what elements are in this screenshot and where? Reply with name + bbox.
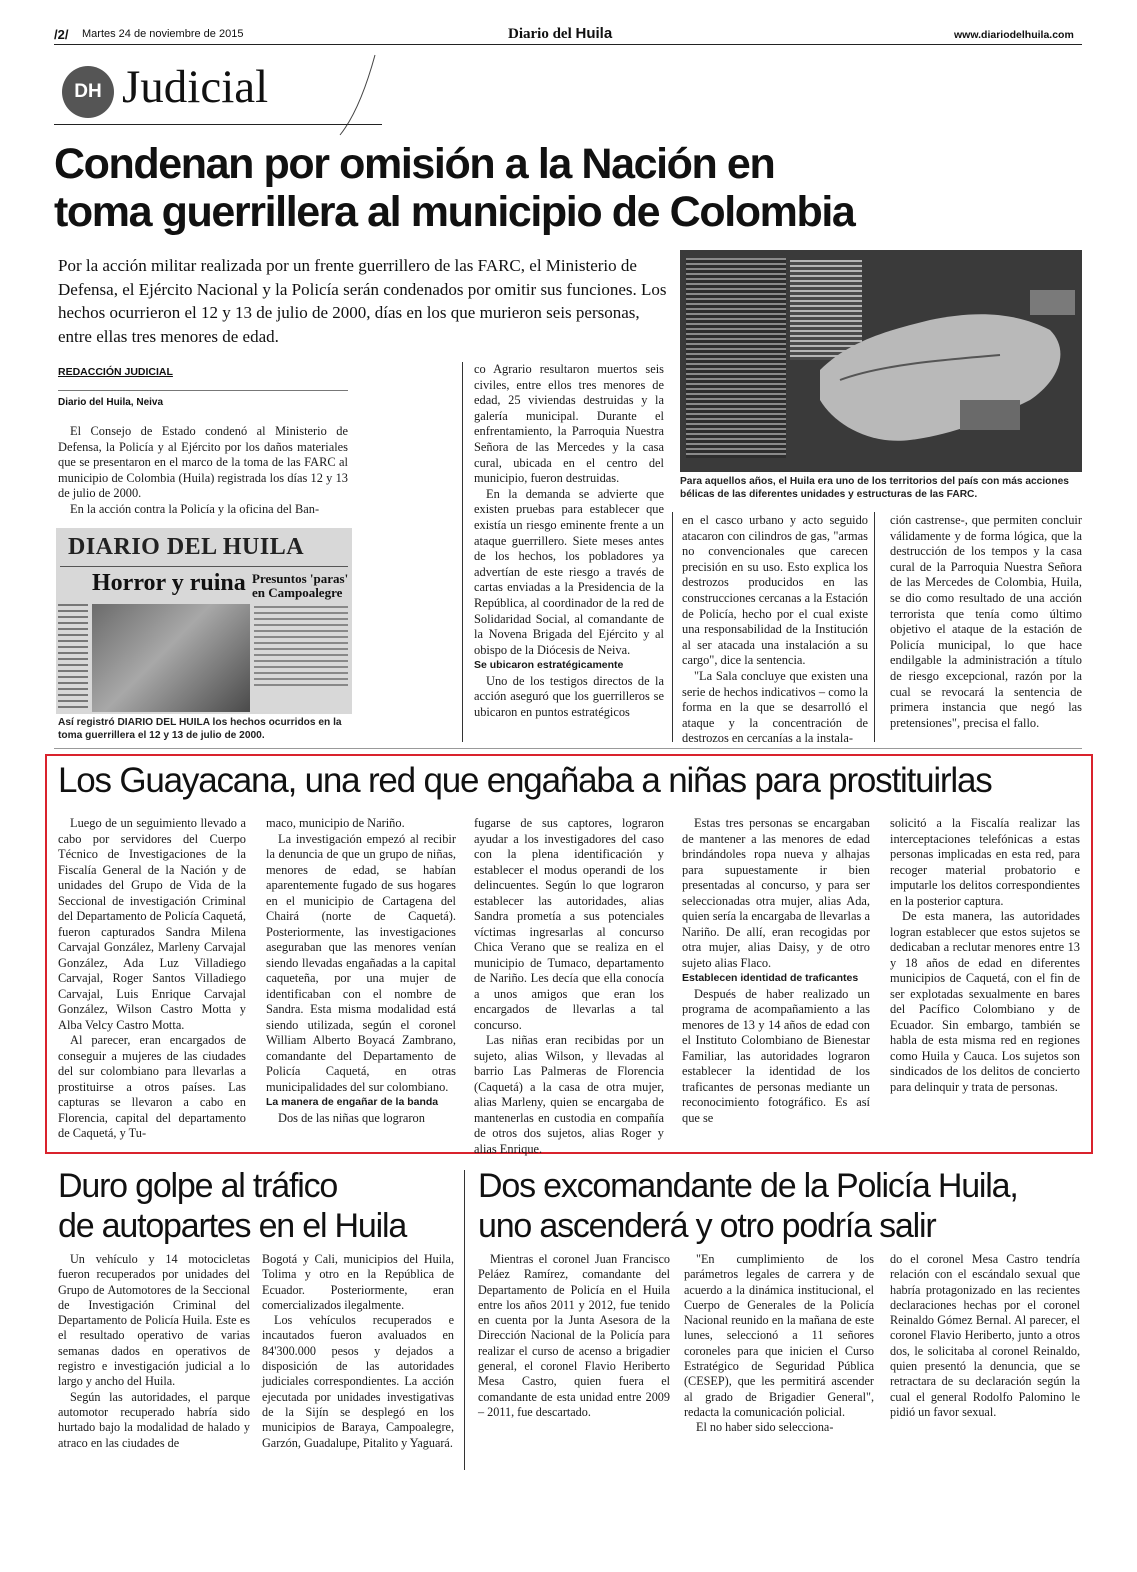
paragraph: do el coronel Mesa Castro tendría relación con el escándalo sexual que habría protagonizado en las recientes declaraciones hechas por el coronel Reinaldo Gómez Bernal. Al parecer, el coronel Flavio Heriberto, junto a otros dos, le solicitaba al coronel Reinaldo, quien presentó la denuncia, que se retractara de su declaración según la cual el general Rodolfo Palomino le pidió un favor sexual. [890, 1252, 1080, 1419]
paragraph: Las niñas eran recibidas por un sujeto, alias Wilson, y llevadas al barrio Las Palmeras de Florencia (Caquetá) a la casa de otra mujer, alias Marleny, quien se encargaba de mantenerlas en custodia en compañía de otros dos sujetos, alias Roger y alias Enrique. [474, 1033, 664, 1156]
clipping-sidebar-text [58, 604, 88, 712]
subheading: Establecen identidad de traficantes [682, 972, 859, 984]
clipping-photo [56, 528, 352, 714]
dh-logo: DH [62, 66, 114, 118]
article1-col2 [474, 362, 664, 721]
headline-line: Condenan por omisión a la Nación en [54, 140, 775, 188]
article1-headline [54, 140, 854, 236]
paragraph: Un vehículo y 14 motocicletas fueron recuperados por unidades del Grupo de Automotores de la Seccional de Investigación Criminal del Departamento de Policía Huila. Este es el resultado operativo de varias semanas dados en operativos de registro e investigación judicial a lo largo y ancho del Huila. [58, 1252, 250, 1389]
clipping-headline: Horror y ruina [92, 570, 246, 596]
clipping-side-text [254, 606, 348, 686]
paragraph: Al parecer, eran encargados de conseguir a mujeres de las ciudades del sur colombiano para llevarlas a prostituirse a otros países. Las capturas se llevaron a cabo en Florencia, capital del departamento de Caquetá, y Tu- [58, 1033, 246, 1140]
article2-headline: Los Guayacana, una red que engañaba a niñas para prostituirlas [58, 761, 992, 800]
paragraph: maco, municipio de Nariño. [266, 816, 405, 830]
byline-rule [58, 390, 348, 391]
article2-col2 [266, 816, 456, 1126]
article4-col3 [890, 1252, 1080, 1420]
clipping-rule [60, 566, 348, 567]
article2-col4 [682, 816, 870, 1126]
paragraph: Uno de los testigos directos de la acción aseguró que los guerrilleros se ubicaron en puntos estratégicos [474, 673, 664, 720]
article2-col1 [58, 816, 246, 1142]
article3-col2 [262, 1252, 454, 1451]
article4-col1 [478, 1252, 670, 1420]
paragraph: Bogotá y Cali, municipios del Huila, Tolima y otro en la República de Ecuador. Posteriormente, eran comercializados ilegalmente. [262, 1252, 454, 1312]
map-image [680, 250, 1082, 472]
headline-line: uno ascenderá y otro podría salir [478, 1207, 936, 1245]
column-rule [464, 1170, 465, 1470]
paragraph: Los vehículos recuperados e incautados fueron avaluados en 84'300.000 pesos y dejados a disposición de las autoridades judiciales correspondientes. La acción ejecutada por unidades investigativas de la Sijín se desplegó en los municipios de Baraya, Campoalegre, Garzón, Guadalupe, Pitalito y Yaguará. [262, 1313, 454, 1450]
article3-col1 [58, 1252, 250, 1451]
article2-col3 [474, 816, 664, 1157]
article1-bottom-rule [54, 748, 1082, 749]
article4-headline [478, 1166, 1018, 1246]
subheading: Se ubicaron estratégicamente [474, 659, 624, 672]
masthead-rule [54, 44, 1082, 45]
headline-line: Duro golpe al tráfico [58, 1167, 338, 1205]
paragraph: El no haber sido selecciona- [696, 1420, 834, 1435]
section-rule [54, 124, 382, 125]
paragraph: solicitó a la Fiscalía realizar las interceptaciones telefónicas a estas personas implicadas en esta red, para recoger material probatorio e imputarle los delitos correspondientes en la posterior captura. [890, 816, 1080, 908]
clipping-caption: Así registró DIARIO DEL HUILA los hechos ocurridos en la toma guerrillera el 12 y 13 de julio de 2000. [58, 717, 342, 741]
article3-headline [58, 1166, 406, 1246]
paragraph: Según las autoridades, el parque automotor recuperado habría sido hurtado bajo la modalidad de halado y atraco en las ciudades de [58, 1389, 250, 1450]
article1-lead: Por la acción militar realizada por un frente guerrillero de las FARC, el Ministerio de Defensa, el Ejército Nacional y la Policía serán condenados por omitir sus funciones. Los hechos ocurrieron el 12 y 13 de julio de 2000, días en los que murieron seis personas, entre ellas tres menores de edad. [58, 256, 667, 346]
article2-col5 [890, 816, 1080, 1095]
paragraph: El Consejo de Estado condenó al Ministerio de Defensa, la Policía y al Ejército por los daños materiales que se presentaron en el marco de la toma de las FARC al municipio de Colombia (Huila) registrada los días 12 y 13 de julio de 2000. [58, 424, 348, 501]
article1-col4 [890, 513, 1082, 731]
clipping-side-headline: Presuntos 'paras' en Campoalegre [252, 571, 349, 600]
map-caption: Para aquellos años, el Huila era uno de los territorios del país con más acciones bélicas de las diferentes unidades y estructuras de las FARC. [680, 476, 1069, 500]
paragraph: Luego de un seguimiento llevado a cabo por servidores del Cuerpo Técnico de Investigaciones de la Fiscalía General de la Nación y de unidades del Grupo de Vida de la Seccional de investigación Criminal del Departamento de Policía Caquetá, fueron capturados Sandra Milena Carvajal González, Marleny Carvajal González, Ada Luz Villadiego Carvajal, Roger Santos Villadiego Carvajal, Luis Enrique Carvajal González, Wilson Castro Motta y Alba Velcy Castro Motta. [58, 816, 246, 1032]
paragraph: "En cumplimiento de los parámetros legales de carrera y de acuerdo a la dinámica institucional, el Cuerpo de Generales de la Policía Nacional reunido en la mañana de este lunes, seleccionó a 11 señores coroneles para que inicien el Curso Estratégico de Seguridad Pública (CESEP), que les permitirá ascender al grado de Brigadier General", redacta la comunicación policial. [684, 1252, 874, 1419]
column-rule [874, 512, 875, 742]
section-title: Judicial [122, 61, 269, 113]
byline: REDACCIÓN JUDICIAL [58, 366, 173, 378]
paragraph: en el casco urbano y acto seguido atacaron con cilindros de gas, "armas no convencionales que carecen precisión en su uso. Esto explica los destrozos producidos en las construcciones cercanas a la Estación de Policía, hecho por el cual existe una responsabilidad de la Institución al ser atacada una instalación a su cargo", dice la sentencia. [682, 513, 868, 668]
paper-name-a: Diario del [508, 26, 576, 42]
website-url: www.diariodelhuila.com [954, 29, 1074, 41]
paper-name-b: Huila [575, 25, 613, 42]
paragraph: Mientras el coronel Juan Francisco Peláez Ramírez, comandante del Departamento de Policía en el Huila entre los años 2011 y 2012, fue tenido en cuenta por la Junta Asesora de la Dirección Nacional de la Policía para realizar el curso de acenso a brigadier general, el coronel Flavio Heriberto Mesa Castro, quien fuera el comandante de esta unidad entre 2009 – 2011, fue descartado. [478, 1252, 670, 1419]
paragraph: Dos de las niñas que lograron [278, 1110, 425, 1125]
article1-col1 [58, 424, 348, 518]
article4-col2 [684, 1252, 874, 1436]
headline-line: Dos excomandante de la Policía Huila, [478, 1167, 1018, 1205]
headline-line: toma guerrillera al municipio de Colombia [54, 188, 855, 236]
clipping-photo-area [92, 604, 250, 712]
paragraph: En la demanda se advierte que existen pruebas para establecer que existía un riesgo eminente frente a un ataque guerrillero. Siete meses antes de los hechos, los pobladores ya advertían de este riesgo a través de cartas enviadas a la Presidencia de la República, al coordinador de la red de Solidaridad Social, al comandante de la Novena Brigada del Ejército y al obispo de la Diócesis de Neiva. [474, 486, 664, 657]
paragraph: La investigación empezó al recibir la denuncia de que un grupo de niñas, menores de edad, se habían aparentemente fugado de sus hogares en el municipio de Cartagena del Chairá (norte de Caquetá). Posteriormente, las investigaciones aseguraban que las menores venían siendo llevadas engañadas a la capital caqueteña, por una mujer de identificaban con el nombre de Sandra. Esta misma modalidad está siendo utilizada, según el coronel William Alberto Boyacá Zambrano, comandante del Departamento de Policía Caquetá, en otras municipalidades del sur colombiano. [266, 831, 456, 1094]
paragraph: "La Sala concluye que existen una serie de hechos indicativos – como la forma en la que se desarrolló el ataque y la concentración de destrozos en cercanías a la instala- [682, 668, 868, 746]
issue-date: Martes 24 de noviembre de 2015 [82, 28, 244, 40]
paragraph: De esta manera, las autoridades logran establecer que estos sujetos se dedicaban a reclutar menores entre 13 y 18 años de edad en diferentes municipios de Caquetá, con el fin de ser explotadas sexualmente en bares del Pacífico Colombiano y de Ecuador. Sin embargo, también se habla de esta misma red en regiones como Huila y Cauca. Los sujetos son sindicados de los delitos de concierto para delinquir y trata de personas. [890, 909, 1080, 1094]
headline-line: de autopartes en el Huila [58, 1207, 407, 1245]
paragraph: Después de haber realizado un programa de acompañamiento a las menores de 13 y 14 años de edad con el Instituto Colombiano de Bienestar Familiar, las autoridades lograron establecer la identidad de los traficantes de personas mediante un reconocimiento fotográfico. Es así que se [682, 986, 870, 1125]
column-rule [672, 512, 673, 742]
page-number: /2/ [54, 27, 69, 42]
paragraph: fugarse de sus captores, lograron ayudar a los investigadores del caso con la plena identificación y establecer el modus operandi de los delincuentes. Según lo que lograron establecer las autoridades, alias Sandra prometía a sus potenciales víctimas ingresarlas al concurso Chica Verano que se realiza en el municipio de Tumaco, departamento de Nariño. Les decía que ella conocía a unos amigos que eran los encargados de llevarlas a tal concurso. [474, 816, 664, 1032]
paragraph: En la acción contra la Policía y la oficina del Ban- [70, 501, 320, 516]
dateline: Diario del Huila, Neiva [58, 397, 164, 408]
subheading: La manera de engañar de la banda [266, 1096, 439, 1108]
paragraph: co Agrario resultaron muertos seis civiles, entre ellos tres menores de edad, 25 viviendas destruidas y la galería municipal. Durante el enfrentamiento, la Parroquia Nuestra Señora de las Mercedes y la casa cural, ubicada en el centro del municipio, fueron destruidas. [474, 362, 664, 486]
section-decoration [330, 50, 390, 140]
paragraph: ción castrense-, que permiten concluir válidamente y de forma lógica, que la destrucción de los tempos y la casa cural de la Parroquia Nuestra Señora de las Mercedes de Colombia, Huila, se dio como resultado de una acción terrorista que tenía como último objetivo el ataque de la estación de Policía municipal, lo que hace endilgable la administración a título de riesgo excepcional, razón por la cual se revocará la sentencia de primera instancia que negó las pretensiones", precisa el fallo. [890, 513, 1082, 730]
column-rule [462, 362, 463, 742]
paragraph: Estas tres personas se encargaban de mantener a las menores de edad brindándoles ropa nueva y alhajas para supuestamente ir bien presentadas al concurso, y para ser seleccionadas otra mujer, alias Ada, quien sería la encargaba de llevarlas a Nariño. De allí, eran recogidas por otra mujer, alias Daisy, y de otro sujeto alias Flaco. [682, 816, 870, 970]
map-shape [780, 250, 1082, 472]
paper-name [508, 25, 612, 43]
article1-col3 [682, 513, 868, 747]
clipping-paper-name: DIARIO DEL HUILA [68, 534, 305, 560]
map-text-block [686, 258, 786, 458]
